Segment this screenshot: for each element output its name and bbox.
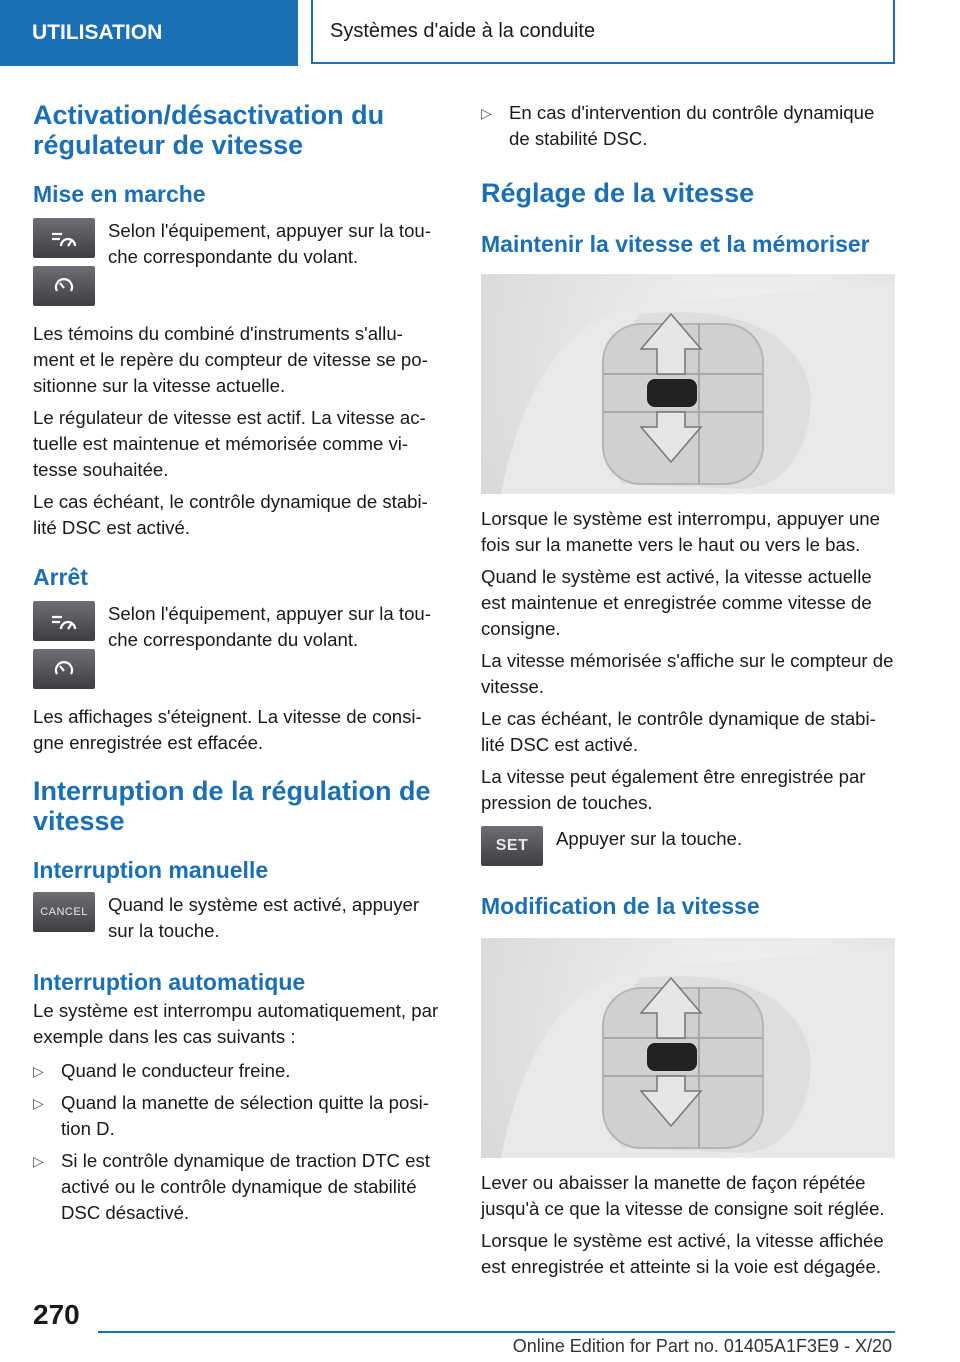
bullet-marker-icon: ▷ <box>33 1095 44 1111</box>
arret-buttons <box>33 601 443 689</box>
mise-en-marche-buttons <box>33 218 443 306</box>
paragraph: Le système est interrompu automatiquement, par exemple dans les cas suivants : <box>33 1000 439 1047</box>
paragraph: Quand le système est activé, la vitesse actuelle est maintenue et enregistrée comme vitesse de consigne. <box>481 566 872 639</box>
heading-interruption-automatique: Interruption automatique <box>33 969 306 995</box>
cruise-control-button-icon <box>33 601 95 641</box>
heading-mise-en-marche: Mise en marche <box>33 181 206 207</box>
heading-maintenir: Maintenir la vitesse et la mémoriser <box>481 231 870 257</box>
paragraph: Lever ou abaisser la manette de façon répétée jusqu'à ce que la vitesse de consigne soit réglée. <box>481 1172 885 1219</box>
set-text: Appuyer sur la touche. <box>556 828 743 849</box>
paragraph: Lorsque le système est activé, la vitesse affichée est enregistrée et atteinte si la voie est dégagée. <box>481 1230 884 1277</box>
heading-interruption-manuelle: Interruption manuelle <box>33 857 269 883</box>
footer-divider <box>98 1331 895 1333</box>
header-topic <box>311 0 895 64</box>
bullet-marker-icon: ▷ <box>481 105 492 121</box>
mise-en-marche-text: Selon l'équipement, appuyer sur la tou-che correspondante du volant. <box>108 220 431 267</box>
page-number: 270 <box>33 1299 80 1330</box>
list-item-text: Quand le conducteur freine. <box>61 1060 291 1081</box>
paragraph: Les témoins du combiné d'instruments s'allu-ment et le repère du compteur de vitesse se po-sitionne sur la vitesse actuelle. <box>33 323 428 396</box>
heading-activation: Activation/désactivation du régulateur de vitesse <box>33 100 385 160</box>
header-section-label: UTILISATION <box>32 21 163 44</box>
left-column <box>33 100 443 1226</box>
list-item-text: Si le contrôle dynamique de traction DTC est activé ou le contrôle dynamique de stabilité DSC désactivé. <box>61 1150 430 1223</box>
bullet-marker-icon: ▷ <box>33 1063 44 1079</box>
paragraph: Le cas échéant, le contrôle dynamique de stabi-lité DSC est activé. <box>481 708 876 755</box>
speed-limiter-button-icon <box>33 649 95 689</box>
set-button-icon: SET <box>481 826 543 866</box>
cancel-row <box>33 892 443 944</box>
list-item-text: Quand la manette de sélection quitte la posi-tion D. <box>61 1092 429 1139</box>
list-item <box>33 1090 443 1142</box>
heading-interruption: Interruption de la régulation de vitesse <box>33 776 431 836</box>
paragraph: Lorsque le système est interrompu, appuyer une fois sur la manette vers le haut ou vers le bas. <box>481 508 880 555</box>
heading-reglage: Réglage de la vitesse <box>481 178 755 208</box>
footer-edition: Online Edition for Part no. 01405A1F3E9 - X/20 <box>512 1336 892 1356</box>
list-item <box>33 1148 443 1226</box>
arret-text: Selon l'équipement, appuyer sur la tou-che correspondante du volant. <box>108 603 431 650</box>
cancel-button-icon: CANCEL <box>33 892 95 932</box>
paragraph: La vitesse mémorisée s'affiche sur le compteur de vitesse. <box>481 650 894 697</box>
heading-modification: Modification de la vitesse <box>481 893 760 919</box>
set-row <box>481 826 895 866</box>
heading-arret: Arrêt <box>33 564 88 590</box>
header-topic-label: Systèmes d'aide à la conduite <box>330 19 596 42</box>
paragraph: Les affichages s'éteignent. La vitesse de consi-gne enregistrée est effacée. <box>33 706 422 753</box>
list-item <box>33 1058 443 1084</box>
manuelle-text: Quand le système est activé, appuyer sur la touche. <box>108 894 420 941</box>
bullet-marker-icon: ▷ <box>33 1153 44 1169</box>
cruise-control-button-icon <box>33 218 95 258</box>
list-item <box>481 100 895 152</box>
paragraph: Le régulateur de vitesse est actif. La vitesse ac-tuelle est maintenue et mémorisée comme vi-tesse souhaitée. <box>33 407 426 480</box>
steering-wheel-lever-photo <box>481 938 895 1158</box>
list-item-text: En cas d'intervention du contrôle dynamique de stabilité DSC. <box>509 102 875 149</box>
speed-limiter-button-icon <box>33 266 95 306</box>
header-section-tab <box>0 0 298 66</box>
steering-wheel-lever-photo <box>481 274 895 494</box>
paragraph: La vitesse peut également être enregistrée par pression de touches. <box>481 766 866 813</box>
right-column <box>481 100 895 1280</box>
paragraph: Le cas échéant, le contrôle dynamique de stabi-lité DSC est activé. <box>33 491 428 538</box>
